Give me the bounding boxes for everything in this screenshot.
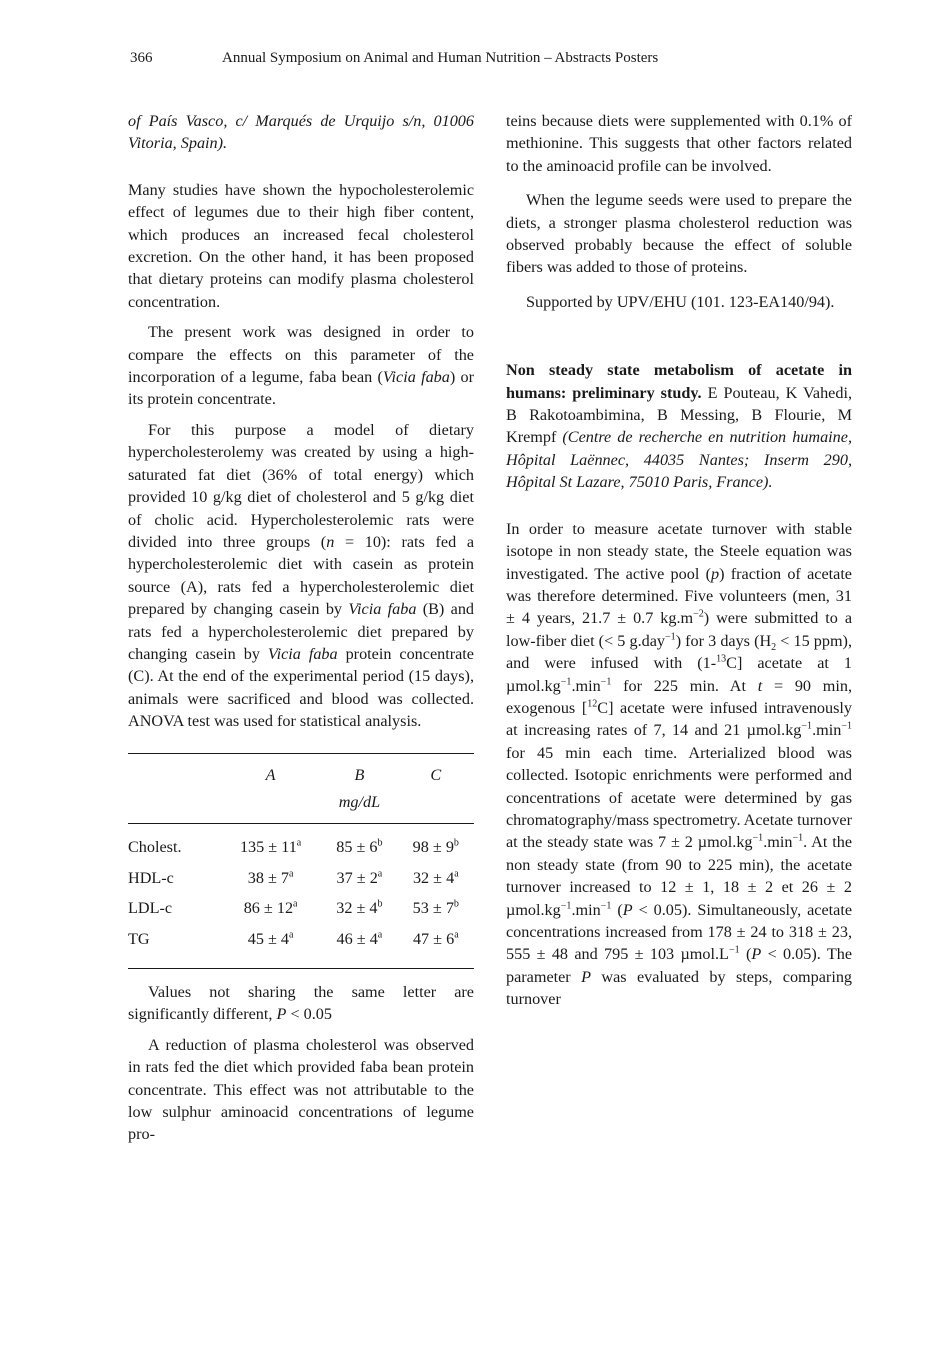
running-title: Annual Symposium on Animal and Human Nutrition – Abstracts Posters — [222, 50, 659, 66]
table-cell: $32 \pm 4^b$ — [336, 898, 383, 918]
legume-paragraph: When the legume seeds were used to prepare the diets, a stronger plasma cholesterol reduction was observed probably because the effect of soluble fibers was added to those of proteins. — [506, 191, 852, 277]
discussion-continued: teins because diets were supplemented with 0.1% of methionine. This suggests that other factors related to the aminoacid profile can be involved. — [506, 112, 852, 175]
abstract-body: In order to measure acetate turnover with stable isotope in non steady state, the Steele equation was investigated. The active pool (p) fraction of acetate was therefore determined. Five volunteers (men, 31 ± 4 years, 21.7 ± 0.7 $kg.m^{-2}$) were submitted to a low-fiber diet (< 5 g.day$^{-1}$) for 3 days ($H_2 < 15$ ppm), and were infused with (1-$^{13}$C] acetate at 1 $\mu mol.kg^{-1}.\min^{-1}$ for 225 min. At t = 90 min, exogenous [$^{12}$C] acetate were infused intravenously at increasing rates of 7, 14 and 21 $\mu mol.kg^{-1}.\min^{-1}$ for 45 min each time. Arterialized blood was collected. Isotopic enrichments were performed and concentrations of acetate were determined by gas chromatography/mass spectrometry. Acetate turnover at the steady state was 7 ± 2 $\mu mol.kg^{-1}.\min^{-1}$. At the non steady state (from 90 to 225 min), the acetate turnover increased to 12 ± 1, 18 ± 2 et 26 ± 2 $\mu mol.kg^{-1}.\min^{-1}$ (P < 0.05). Simultaneously, acetate concentrations increased from 178 ± 24 to 318 ± 23, 555 ± 48 and 795 ± 103 $\mu mol.L^{-1}$ (P < 0.05). The parameter P was evaluated by steps, comparing turnover — [506, 519, 853, 1009]
page-number: 366 — [130, 50, 153, 66]
row-label: HDL-c — [128, 868, 174, 887]
table-cell: $53 \pm 7^b$ — [412, 898, 459, 918]
abstract-affiliation: (Centre de recherche en nutrition humaine, Hôpital Laënnec, 44035 Nantes; Inserm 290, Hôpital St Lazare, 75010 Paris, France). — [506, 428, 852, 492]
right-column — [506, 110, 852, 1011]
species-name: Vicia faba — [348, 600, 417, 619]
species-name: Vicia faba — [267, 644, 338, 663]
abstract-title: Non steady state metabolism of acetate in humans: preliminary study. — [506, 361, 852, 402]
row-label: Cholest. — [128, 838, 182, 857]
table-cell: $32 \pm 4^a$ — [412, 868, 459, 887]
species-name: Vicia faba — [382, 368, 450, 387]
abstract-authors: E Pouteau, K Vahedi, B Rakotoambimina, B Messing, B Flourie, M Krempf — [506, 383, 852, 447]
table-cell: $37 \pm 2^a$ — [336, 868, 383, 887]
row-label: LDL-c — [128, 899, 173, 918]
left-column — [128, 110, 474, 1146]
column-header-b: B — [354, 765, 365, 784]
column-header-a: A — [265, 765, 276, 784]
table-note: Values not sharing the same letter are significantly different, P < 0.05 — [128, 983, 474, 1024]
table-row — [128, 863, 474, 893]
table-cell: $86 \pm 12^a$ — [243, 898, 298, 918]
table-cell: $47 \pm 6^a$ — [412, 929, 459, 948]
table-body — [128, 824, 474, 969]
table-cell: $45 \pm 4^a$ — [247, 929, 294, 948]
results-table — [128, 753, 474, 969]
funding-note: Supported by UPV/EHU (101. 123-EA140/94). — [526, 292, 835, 311]
table-cell: $135 \pm 11^a$ — [239, 837, 302, 857]
affiliation-continued: of País Vasco, c/ Marqués de Urquijo s/n, 01006 Vitoria, Spain). — [128, 112, 474, 153]
table-cell: $98 \pm 9^b$ — [412, 837, 459, 857]
discussion-paragraph: A reduction of plasma cholesterol was observed in rats fed the diet which provided faba bean protein concentrate. This effect was not attributable to the low sulphur aminoacid concentrations of legume pro- — [128, 1035, 474, 1144]
table-cell: $38 \pm 7^a$ — [247, 868, 294, 887]
intro-paragraph: Many studies have shown the hypocholesterolemic effect of legumes due to their high fiber content, which produces an increased fecal cholesterol excretion. On the other hand, it has been proposed that dietary proteins can modify plasma cholesterol concentration. — [128, 180, 474, 311]
table-row — [128, 924, 474, 969]
page-header — [130, 50, 870, 74]
table-cell: $85 \pm 6^b$ — [336, 837, 383, 857]
table-row — [128, 893, 474, 923]
abstract-heading — [506, 359, 852, 493]
table-row — [128, 824, 474, 863]
row-label: TG — [128, 929, 150, 948]
methods-paragraph: For this purpose a model of dietary hypercholesterolemy was created by using a high-saturated fat diet (36% of total energy) which provided 10 g/kg diet of cholesterol and 5 g/kg diet of cholic acid. Hypercholesterolemic rats were divided into three groups (n = 10): rats fed a hypercholesterolemic diet with casein as protein source (A), rats fed a hypercholesterolemic diet prepared by changing casein by Vicia faba (B) and rats fed a hypercholesterolemic diet prepared by changing casein by Vicia faba protein concentrate (C). At the end of the experimental period (15 days), animals were sacrificed and blood was collected. ANOVA test was used for statistical analysis. — [128, 420, 475, 731]
table-cell: $46 \pm 4^a$ — [336, 929, 383, 948]
table-unit: mg/dL — [321, 787, 397, 824]
aim-paragraph: The present work was designed in order to compare the effects on this parameter of the incorporation of a legume, faba bean (Vicia faba) or its protein concentrate. — [128, 323, 474, 409]
column-header-c: C — [430, 765, 442, 784]
